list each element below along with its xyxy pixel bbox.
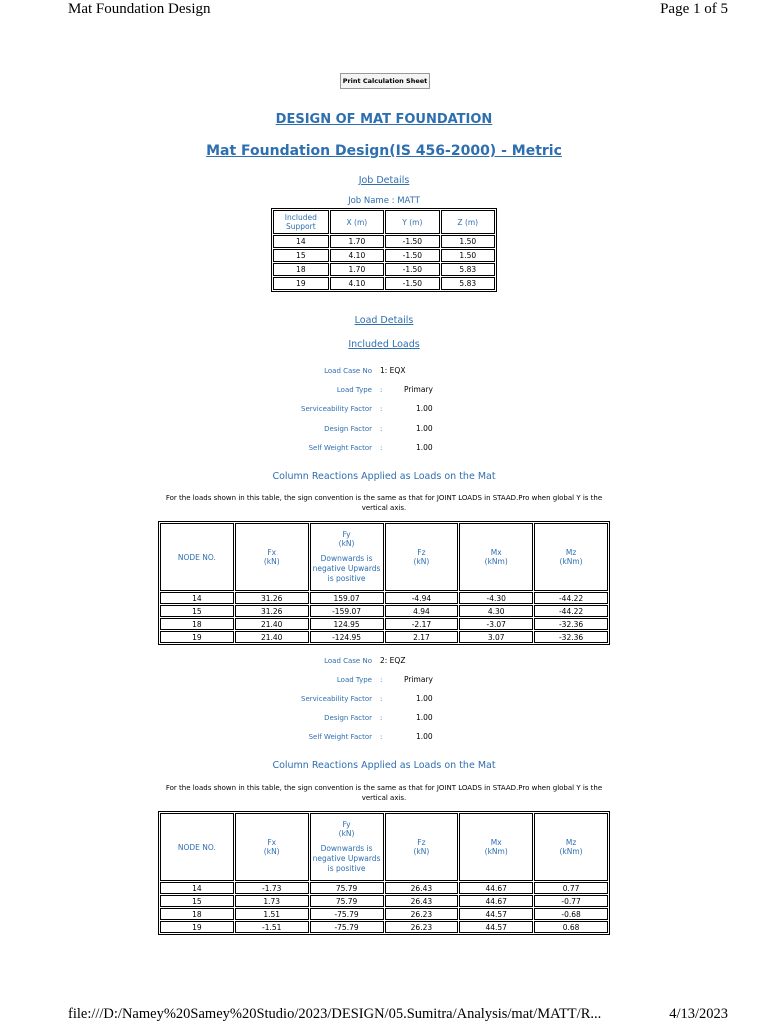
cell: 124.95 <box>310 618 384 630</box>
table-row <box>273 235 495 248</box>
print-date: 4/13/2023 <box>669 1006 728 1022</box>
colon: : <box>380 444 383 452</box>
serviceability-value: 1.00 <box>416 694 433 703</box>
included-loads-link[interactable]: Included Loads <box>348 339 420 350</box>
cell: 14 <box>160 592 234 604</box>
col-header-node: NODE NO. <box>160 523 234 591</box>
page-number: Page 1 of 5 <box>660 1 728 17</box>
cell: -1.50 <box>385 235 439 248</box>
cell: -1.50 <box>385 277 439 290</box>
cell: -0.68 <box>534 908 608 920</box>
colon: : <box>380 425 383 433</box>
self-weight-value: 1.00 <box>416 732 433 741</box>
table-row <box>160 882 608 894</box>
cell: -2.17 <box>385 618 459 630</box>
cell: 44.67 <box>459 882 533 894</box>
sign-convention-note: For the loads shown in this table, the sign convention is the same as that for JOINT LOADS in STAAD.Pro when global Y is the vertical axis. <box>165 494 603 512</box>
colon: : <box>380 386 383 394</box>
load-case-label: Load Case No <box>324 657 372 665</box>
cell: 14 <box>273 235 329 248</box>
load-details-link[interactable]: Load Details <box>354 315 414 326</box>
cell: -32.36 <box>534 618 608 630</box>
cell: -4.94 <box>385 592 459 604</box>
cell: 31.26 <box>235 592 309 604</box>
cell: -1.51 <box>235 921 309 933</box>
cell: 1.50 <box>441 249 495 262</box>
col-header-fx: Fx (kN) <box>235 523 309 591</box>
col-header-mz: Mz (kNm) <box>534 523 608 591</box>
cell: -75.79 <box>310 908 384 920</box>
serviceability-label: Serviceability Factor <box>301 695 372 703</box>
cell: 5.83 <box>441 277 495 290</box>
file-path: file:///D:/Namey%20Samey%20Studio/2023/DESIGN/05.Sumitra/Analysis/mat/MATT/R... <box>68 1006 602 1022</box>
reactions-table-1 <box>158 521 610 645</box>
reactions-table-2 <box>158 811 610 935</box>
cell: 18 <box>160 618 234 630</box>
col-header-mx: Mx (kNm) <box>459 523 533 591</box>
cell: 19 <box>160 921 234 933</box>
cell: 15 <box>160 605 234 617</box>
col-header: X (m) <box>330 210 384 234</box>
job-details-link[interactable]: Job Details <box>358 175 410 186</box>
load-case-value: 1: EQX <box>380 366 406 375</box>
colon: : <box>380 695 383 703</box>
cell: 4.10 <box>330 249 384 262</box>
cell: 1.51 <box>235 908 309 920</box>
load-type-label: Load Type <box>336 386 372 394</box>
page-subtitle: Mat Foundation Design(IS 456-2000) - Metric <box>206 143 562 159</box>
colon: : <box>380 733 383 741</box>
cell: -0.77 <box>534 895 608 907</box>
cell: 0.68 <box>534 921 608 933</box>
cell: -124.95 <box>310 631 384 643</box>
col-header-fx: Fx (kN) <box>235 813 309 881</box>
self-weight-label: Self Weight Factor <box>308 444 372 452</box>
cell: 44.67 <box>459 895 533 907</box>
table-row <box>160 908 608 920</box>
col-header-fy: Fy (kN) Downwards is negative Upwards is positive <box>310 813 384 881</box>
load-type-value: Primary <box>404 675 433 684</box>
design-factor-value: 1.00 <box>416 713 433 722</box>
cell: 75.79 <box>310 882 384 894</box>
cell: 0.77 <box>534 882 608 894</box>
cell: -4.30 <box>459 592 533 604</box>
cell: -44.22 <box>534 592 608 604</box>
reactions-title: Column Reactions Applied as Loads on the Mat <box>272 471 496 482</box>
cell: 3.07 <box>459 631 533 643</box>
design-factor-label: Design Factor <box>324 425 372 433</box>
serviceability-label: Serviceability Factor <box>301 405 372 413</box>
cell: 1.70 <box>330 263 384 276</box>
table-row <box>273 277 495 290</box>
col-header: Y (m) <box>385 210 439 234</box>
col-header: Z (m) <box>441 210 495 234</box>
table-row <box>160 592 608 604</box>
cell: 1.70 <box>330 235 384 248</box>
print-calculation-button[interactable]: Print Calculation Sheet <box>340 73 430 89</box>
cell: -3.07 <box>459 618 533 630</box>
cell: 19 <box>160 631 234 643</box>
cell: -159.07 <box>310 605 384 617</box>
col-header-mx: Mx (kNm) <box>459 813 533 881</box>
load-type-label: Load Type <box>336 676 372 684</box>
cell: 31.26 <box>235 605 309 617</box>
cell: 26.43 <box>385 882 459 894</box>
page-title: DESIGN OF MAT FOUNDATION <box>275 112 493 127</box>
cell: 75.79 <box>310 895 384 907</box>
cell: 15 <box>160 895 234 907</box>
cell: 21.40 <box>235 631 309 643</box>
cell: 159.07 <box>310 592 384 604</box>
cell: 26.23 <box>385 908 459 920</box>
load-case-label: Load Case No <box>324 367 372 375</box>
cell: 1.73 <box>235 895 309 907</box>
self-weight-label: Self Weight Factor <box>308 733 372 741</box>
col-header-fz: Fz (kN) <box>385 813 459 881</box>
table-row <box>273 263 495 276</box>
cell: 2.17 <box>385 631 459 643</box>
cell: 1.50 <box>441 235 495 248</box>
cell: 19 <box>273 277 329 290</box>
design-factor-value: 1.00 <box>416 424 433 433</box>
table-row <box>160 921 608 933</box>
cell: -75.79 <box>310 921 384 933</box>
serviceability-value: 1.00 <box>416 404 433 413</box>
job-name: Job Name : MATT <box>348 196 420 206</box>
supports-table <box>271 208 497 292</box>
col-header-node: NODE NO. <box>160 813 234 881</box>
cell: -1.73 <box>235 882 309 894</box>
col-header: Included Support <box>273 210 329 234</box>
reactions-title: Column Reactions Applied as Loads on the Mat <box>272 760 496 771</box>
cell: 4.10 <box>330 277 384 290</box>
cell: 18 <box>273 263 329 276</box>
cell: 26.23 <box>385 921 459 933</box>
cell: 21.40 <box>235 618 309 630</box>
design-factor-label: Design Factor <box>324 714 372 722</box>
cell: 26.43 <box>385 895 459 907</box>
col-header-fz: Fz (kN) <box>385 523 459 591</box>
table-row <box>160 618 608 630</box>
load-case-value: 2: EQZ <box>380 656 406 665</box>
table-row <box>160 605 608 617</box>
cell: 44.57 <box>459 921 533 933</box>
table-row <box>160 631 608 643</box>
cell: 18 <box>160 908 234 920</box>
cell: 14 <box>160 882 234 894</box>
cell: -44.22 <box>534 605 608 617</box>
cell: -1.50 <box>385 249 439 262</box>
cell: 5.83 <box>441 263 495 276</box>
colon: : <box>380 405 383 413</box>
cell: 44.57 <box>459 908 533 920</box>
cell: -32.36 <box>534 631 608 643</box>
cell: -1.50 <box>385 263 439 276</box>
table-row <box>160 895 608 907</box>
col-header-fy: Fy (kN) Downwards is negative Upwards is positive <box>310 523 384 591</box>
colon: : <box>380 676 383 684</box>
load-type-value: Primary <box>404 385 433 394</box>
colon: : <box>380 714 383 722</box>
cell: 4.94 <box>385 605 459 617</box>
table-row <box>273 249 495 262</box>
col-header-mz: Mz (kNm) <box>534 813 608 881</box>
sign-convention-note: For the loads shown in this table, the sign convention is the same as that for JOINT LOADS in STAAD.Pro when global Y is the vertical axis. <box>165 784 603 802</box>
cell: 15 <box>273 249 329 262</box>
cell: 4.30 <box>459 605 533 617</box>
self-weight-value: 1.00 <box>416 443 433 452</box>
page-header-title: Mat Foundation Design <box>68 1 211 17</box>
